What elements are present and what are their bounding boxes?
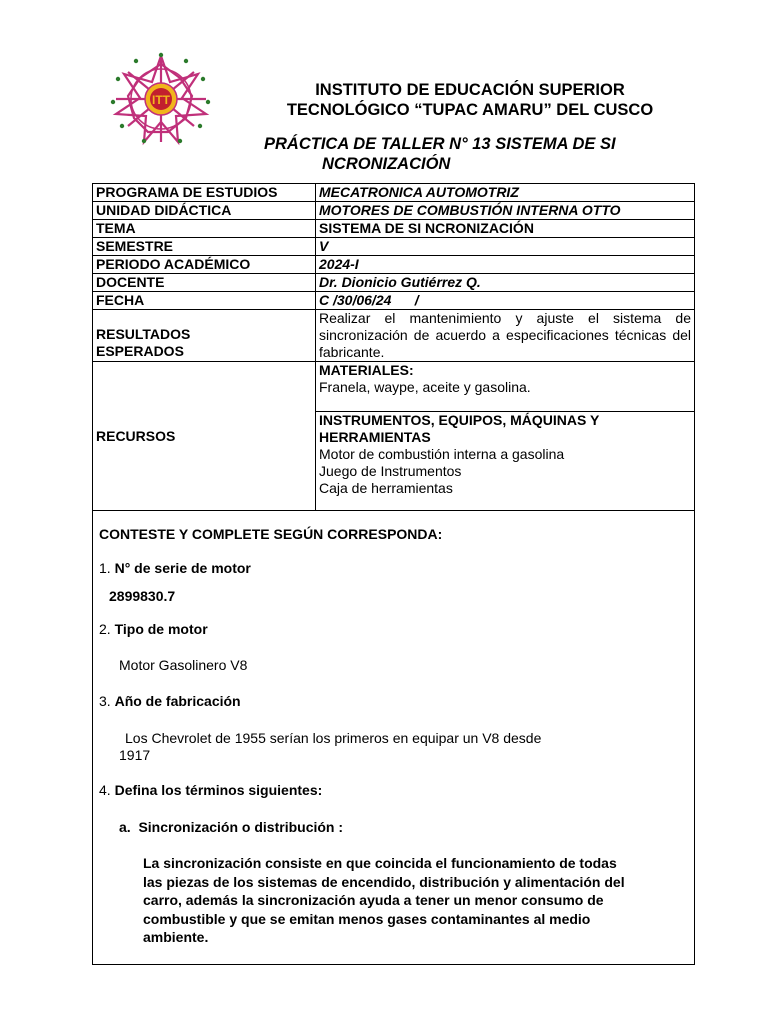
unidad-value: MOTORES DE COMBUSTIÓN INTERNA OTTO: [316, 202, 695, 220]
fecha-label: FECHA: [93, 292, 316, 310]
answer-4a-line: La sincronización consiste en que coincida el funcionamiento de todas: [143, 855, 617, 871]
info-row-semestre: [93, 238, 695, 256]
info-row-docente: [93, 274, 695, 292]
question-label: Defina los términos siguientes:: [114, 782, 323, 798]
answer-4a-line: ambiente.: [143, 929, 209, 945]
info-row-tema: [93, 220, 695, 238]
resultados-label-line2: ESPERADOS: [96, 343, 184, 359]
unidad-label: UNIDAD DIDÁCTICA: [93, 202, 316, 220]
question-label: N° de serie de motor: [114, 560, 251, 576]
periodo-label: PERIODO ACADÉMICO: [93, 256, 316, 274]
fecha-value: C /30/06/24 /: [316, 292, 695, 310]
practice-title-line1: PRÁCTICA DE TALLER N° 13 SISTEMA DE SI: [264, 135, 616, 153]
instrumentos-item: Juego de Instrumentos: [319, 463, 462, 479]
semestre-label: SEMESTRE: [93, 238, 316, 256]
materiales-value: Franela, waype, aceite y gasolina.: [319, 379, 531, 395]
answer-3-line1: Los Chevrolet de 1955 serían los primeros en equipar un V8 desde: [125, 730, 542, 746]
question-4a: a. Sincronización o distribución :: [119, 819, 344, 835]
docente-value: Dr. Dionicio Gutiérrez Q.: [316, 274, 695, 292]
answer-4a-line: carro, además la sincronización ayuda a tener un menor consumo de: [143, 892, 604, 908]
info-row-periodo: [93, 256, 695, 274]
materiales-title: MATERIALES:: [319, 362, 414, 378]
questions-heading: CONTESTE Y COMPLETE SEGÚN CORRESPONDA:: [99, 526, 443, 542]
instrumentos-item: Motor de combustión interna a gasolina: [319, 446, 565, 462]
resultados-value: Realizar el mantenimiento y ajuste el sistema de sincronización de acuerdo a especificaciones técnicas del fabricante.: [316, 310, 695, 362]
question-number: 1.: [99, 560, 111, 576]
question-label: Año de fabricación: [114, 693, 241, 709]
logo-text: ITT: [152, 93, 170, 107]
institution-name-line2: TECNOLÓGICO “TUPAC AMARU” DEL CUSCO: [286, 101, 654, 119]
info-row-recursos: [93, 362, 695, 412]
tema-label: TEMA: [93, 220, 316, 238]
periodo-value: 2024-I: [316, 256, 695, 274]
answer-4a-line: las piezas de los sistemas de encendido, distribución y alimentación del: [143, 873, 625, 890]
answer-2: Motor Gasolinero V8: [119, 657, 248, 673]
question-4: [99, 782, 322, 799]
tema-value: SISTEMA DE SI NCRONIZACIÓN: [316, 220, 695, 238]
programa-value: MECATRONICA AUTOMOTRIZ: [316, 184, 695, 202]
answer-4a: [143, 854, 625, 947]
institution-name-line1: INSTITUTO DE EDUCACIÓN SUPERIOR: [315, 81, 625, 99]
practice-title-line2: NCRONIZACIÓN: [322, 155, 451, 173]
questions-box: [92, 509, 695, 965]
question-1: [99, 560, 251, 577]
question-label: Tipo de motor: [114, 621, 208, 637]
answer-3-line2: 1917: [119, 747, 151, 763]
question-number: 2.: [99, 621, 111, 637]
resultados-label: [93, 310, 316, 362]
programa-label: PROGRAMA DE ESTUDIOS: [93, 184, 316, 202]
question-number: 4.: [99, 782, 111, 798]
resultados-label-line1: RESULTADOS: [96, 326, 191, 342]
instrumentos-cell: [316, 412, 695, 511]
info-row-unidad: [93, 202, 695, 220]
question-2: [99, 621, 208, 638]
info-row-programa: [93, 184, 695, 202]
question-number: 3.: [99, 693, 111, 709]
info-row-fecha: [93, 292, 695, 310]
recursos-label: RECURSOS: [93, 362, 316, 511]
instrumentos-title: INSTRUMENTOS, EQUIPOS, MÁQUINAS Y HERRAMIENTAS: [319, 412, 600, 445]
materiales-cell: [316, 362, 695, 412]
semestre-value: V: [316, 238, 695, 256]
answer-4a-line: combustible y que se emitan menos gases contaminantes al medio: [143, 910, 591, 927]
info-row-resultados: [93, 310, 695, 362]
docente-label: DOCENTE: [93, 274, 316, 292]
info-table: [92, 183, 695, 511]
question-3: [99, 693, 241, 710]
instrumentos-item: Caja de herramientas: [319, 480, 453, 496]
answer-1: 2899830.7: [109, 588, 176, 604]
institution-logo: [108, 52, 214, 146]
